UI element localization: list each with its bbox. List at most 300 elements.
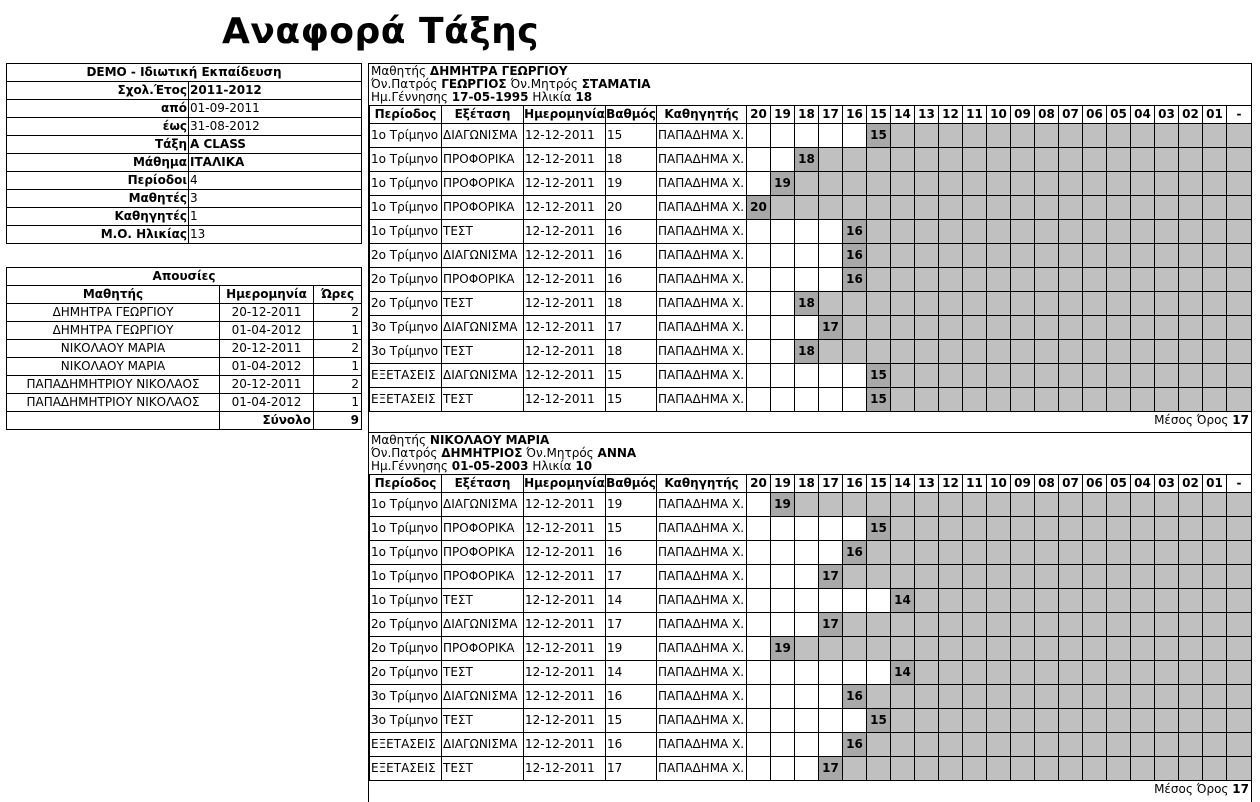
score-cell <box>819 517 843 541</box>
grade-period: 1ο Τρίμηνο <box>370 148 442 172</box>
score-cell-filled <box>963 244 987 268</box>
score-cell-filled <box>1179 661 1203 685</box>
absence-date: 20-12-2011 <box>220 304 314 322</box>
score-cell-filled <box>963 493 987 517</box>
score-cell <box>747 244 771 268</box>
score-cell-filled <box>1107 493 1131 517</box>
score-cell-filled <box>1203 685 1227 709</box>
score-cell-filled <box>867 316 891 340</box>
absence-row <box>7 322 362 340</box>
score-cell-filled <box>939 517 963 541</box>
grades-col-header: Εξέταση <box>442 106 524 124</box>
grade-value: 14 <box>606 589 657 613</box>
score-cell-filled <box>987 493 1011 517</box>
grade-date: 12-12-2011 <box>524 517 606 541</box>
score-cell-filled <box>1203 148 1227 172</box>
score-col-header: 20 <box>747 106 771 124</box>
score-cell <box>843 589 867 613</box>
score-cell-filled <box>939 124 963 148</box>
score-cell <box>843 661 867 685</box>
birth-date: 17-05-1995 <box>451 90 529 104</box>
score-cell-filled <box>1083 565 1107 589</box>
score-cell-filled <box>987 757 1011 781</box>
score-cell-filled <box>939 733 963 757</box>
score-col-header: 12 <box>939 475 963 493</box>
birth-label: Ημ.Γέννησης <box>371 90 448 104</box>
grade-exam: ΤΕΣΤ <box>442 388 524 412</box>
score-cell-filled <box>963 757 987 781</box>
info-value: 2011-2012 <box>189 82 362 100</box>
score-cell-filled <box>987 316 1011 340</box>
score-cell-filled <box>915 268 939 292</box>
score-cell <box>795 268 819 292</box>
score-cell <box>771 124 795 148</box>
score-cell <box>771 733 795 757</box>
score-cell-filled <box>1011 196 1035 220</box>
score-col-header: 17 <box>819 475 843 493</box>
score-cell-filled <box>1107 340 1131 364</box>
score-col-header: 04 <box>1131 106 1155 124</box>
score-cell <box>795 244 819 268</box>
grade-exam: ΤΕΣΤ <box>442 292 524 316</box>
grade-period: 1ο Τρίμηνο <box>370 517 442 541</box>
grade-exam: ΤΕΣΤ <box>442 589 524 613</box>
score-cell-filled <box>939 340 963 364</box>
grade-date: 12-12-2011 <box>524 340 606 364</box>
score-cell-filled <box>963 517 987 541</box>
absence-hours: 1 <box>314 394 362 412</box>
score-cell <box>771 661 795 685</box>
score-cell-filled <box>915 364 939 388</box>
absences-total-label: Σύνολο <box>220 412 314 430</box>
score-cell-filled <box>939 661 963 685</box>
score-cell-filled <box>891 541 915 565</box>
score-cell-filled <box>1179 613 1203 637</box>
score-cell-filled <box>1035 268 1059 292</box>
grade-value: 16 <box>606 244 657 268</box>
score-cell <box>771 148 795 172</box>
score-cell-filled <box>987 541 1011 565</box>
score-col-header: 09 <box>1011 475 1035 493</box>
score-cell-filled <box>1059 124 1083 148</box>
grade-row <box>370 340 1252 364</box>
score-cell-filled <box>939 196 963 220</box>
score-col-header: 07 <box>1059 106 1083 124</box>
score-cell-filled <box>1131 124 1155 148</box>
grade-marker: 14 <box>891 661 915 685</box>
score-cell-filled <box>1179 316 1203 340</box>
grade-teacher: ΠΑΠΑΔΗΜΑ Χ. <box>657 661 747 685</box>
grade-exam: ΔΙΑΓΩΝΙΣΜΑ <box>442 124 524 148</box>
score-cell-filled <box>1107 124 1131 148</box>
score-cell-filled <box>1155 244 1179 268</box>
absence-student: ΠΑΠΑΔΗΜΗΤΡΙΟΥ ΝΙΚΟΛΑΟΣ <box>7 376 220 394</box>
score-cell-filled <box>1203 493 1227 517</box>
score-cell-filled <box>915 244 939 268</box>
score-cell-filled <box>843 316 867 340</box>
score-cell <box>747 124 771 148</box>
score-cell-filled <box>939 316 963 340</box>
grade-row <box>370 637 1252 661</box>
score-cell-filled <box>1131 364 1155 388</box>
absence-student: ΠΑΠΑΔΗΜΗΤΡΙΟΥ ΝΙΚΟΛΑΟΣ <box>7 394 220 412</box>
score-cell-filled <box>915 493 939 517</box>
student-label: Μαθητής <box>371 433 427 447</box>
score-cell <box>819 364 843 388</box>
score-cell-filled <box>1011 124 1035 148</box>
info-label: έως <box>7 118 189 136</box>
info-label: από <box>7 100 189 118</box>
score-cell-filled <box>843 613 867 637</box>
score-col-header: 03 <box>1155 106 1179 124</box>
info-value: 13 <box>189 226 362 244</box>
score-cell-filled <box>915 292 939 316</box>
score-cell-filled <box>1155 541 1179 565</box>
score-cell-filled <box>963 268 987 292</box>
score-cell-filled <box>1203 124 1227 148</box>
info-label: Καθηγητές <box>7 208 189 226</box>
score-cell-filled <box>1011 340 1035 364</box>
average-label: Μέσος Όρος <box>1154 782 1229 796</box>
score-cell-filled <box>795 637 819 661</box>
grades-col-header: Καθηγητής <box>657 475 747 493</box>
class-info-row <box>7 82 362 100</box>
grade-row <box>370 196 1252 220</box>
score-cell-filled <box>1011 637 1035 661</box>
class-info-row <box>7 100 362 118</box>
score-cell-filled <box>1107 637 1131 661</box>
student-report-2 <box>368 432 1252 802</box>
score-cell <box>795 733 819 757</box>
score-cell-filled <box>1035 517 1059 541</box>
score-cell-filled <box>1203 268 1227 292</box>
grade-marker: 18 <box>795 340 819 364</box>
student-name: ΔΗΜΗΤΡΑ ΓΕΩΡΓΙΟΥ <box>429 64 568 78</box>
score-cell-filled <box>1083 661 1107 685</box>
score-cell-filled <box>1011 589 1035 613</box>
page-title: Αναφορά Τάξης <box>222 11 540 52</box>
score-col-header: 20 <box>747 475 771 493</box>
grade-value: 19 <box>606 172 657 196</box>
absence-student: ΝΙΚΟΛΑΟΥ ΜΑΡΙΑ <box>7 358 220 376</box>
score-cell-filled <box>819 172 843 196</box>
score-cell-filled <box>1227 220 1252 244</box>
mother-name: ΑΝΝΑ <box>597 446 637 460</box>
score-cell <box>795 316 819 340</box>
score-cell <box>771 244 795 268</box>
score-cell-filled <box>1203 316 1227 340</box>
score-cell-filled <box>987 517 1011 541</box>
score-col-header: 06 <box>1083 106 1107 124</box>
score-cell-filled <box>1179 172 1203 196</box>
score-col-header: 05 <box>1107 106 1131 124</box>
score-cell <box>795 709 819 733</box>
score-cell-filled <box>963 541 987 565</box>
grade-exam: ΠΡΟΦΟΡΙΚΑ <box>442 517 524 541</box>
score-cell-filled <box>963 613 987 637</box>
score-cell-filled <box>1059 340 1083 364</box>
absence-date: 01-04-2012 <box>220 322 314 340</box>
score-cell <box>747 709 771 733</box>
grade-teacher: ΠΑΠΑΔΗΜΑ Χ. <box>657 124 747 148</box>
grade-teacher: ΠΑΠΑΔΗΜΑ Χ. <box>657 541 747 565</box>
score-cell-filled <box>1203 340 1227 364</box>
score-cell-filled <box>1155 709 1179 733</box>
grades-col-header: Ημερομηνία <box>524 475 606 493</box>
score-col-header: 06 <box>1083 475 1107 493</box>
grade-value: 16 <box>606 268 657 292</box>
score-cell-filled <box>987 268 1011 292</box>
score-cell-filled <box>939 565 963 589</box>
grade-date: 12-12-2011 <box>524 709 606 733</box>
score-cell-filled <box>987 661 1011 685</box>
age-label: Ηλικία <box>532 90 572 104</box>
grade-marker: 19 <box>771 172 795 196</box>
score-cell-filled <box>891 172 915 196</box>
score-cell-filled <box>987 124 1011 148</box>
grade-date: 12-12-2011 <box>524 613 606 637</box>
grade-teacher: ΠΑΠΑΔΗΜΑ Χ. <box>657 340 747 364</box>
score-cell-filled <box>1179 244 1203 268</box>
score-cell-filled <box>1131 244 1155 268</box>
grade-row <box>370 148 1252 172</box>
grades-header-row <box>370 475 1252 493</box>
score-cell-filled <box>1203 541 1227 565</box>
score-cell <box>747 388 771 412</box>
grade-exam: ΤΕΣΤ <box>442 340 524 364</box>
score-cell-filled <box>1131 316 1155 340</box>
score-cell <box>867 589 891 613</box>
score-col-header: 01 <box>1203 106 1227 124</box>
score-cell-filled <box>1179 148 1203 172</box>
score-cell-filled <box>1203 709 1227 733</box>
score-cell-filled <box>1083 757 1107 781</box>
score-cell <box>819 388 843 412</box>
absence-student: ΔΗΜΗΤΡΑ ΓΕΩΡΓΙΟΥ <box>7 304 220 322</box>
score-cell-filled <box>843 148 867 172</box>
absence-row <box>7 394 362 412</box>
average-value: 17 <box>1232 413 1249 427</box>
score-cell-filled <box>963 292 987 316</box>
student-report-1 <box>368 63 1252 433</box>
score-cell-filled <box>1203 172 1227 196</box>
score-cell-filled <box>891 637 915 661</box>
score-cell <box>771 316 795 340</box>
score-cell-filled <box>795 493 819 517</box>
score-cell-filled <box>1059 196 1083 220</box>
score-cell-filled <box>963 661 987 685</box>
score-cell-filled <box>963 709 987 733</box>
score-cell-filled <box>1227 340 1252 364</box>
grade-value: 16 <box>606 541 657 565</box>
score-col-header: 08 <box>1035 475 1059 493</box>
score-cell-filled <box>867 268 891 292</box>
grade-marker: 19 <box>771 637 795 661</box>
score-cell-filled <box>1131 220 1155 244</box>
score-cell-filled <box>891 388 915 412</box>
grade-exam: ΠΡΟΦΟΡΙΚΑ <box>442 196 524 220</box>
absences-col-student: Μαθητής <box>7 286 220 304</box>
score-cell-filled <box>867 733 891 757</box>
father-name: ΔΗΜΗΤΡΙΟΣ <box>441 446 523 460</box>
grade-teacher: ΠΑΠΑΔΗΜΑ Χ. <box>657 685 747 709</box>
score-cell-filled <box>1203 565 1227 589</box>
score-col-header: 15 <box>867 475 891 493</box>
class-info-row <box>7 190 362 208</box>
absence-row <box>7 304 362 322</box>
score-col-header: 13 <box>915 475 939 493</box>
score-cell-filled <box>1011 268 1035 292</box>
score-cell-filled <box>1107 565 1131 589</box>
score-cell-filled <box>1011 148 1035 172</box>
score-cell-filled <box>1179 340 1203 364</box>
grade-row <box>370 316 1252 340</box>
mother-name: ΣΤΑΜΑΤΙΑ <box>581 77 651 91</box>
score-cell-filled <box>1179 124 1203 148</box>
class-info-header-row <box>7 64 362 82</box>
absence-row <box>7 340 362 358</box>
grade-exam: ΤΕΣΤ <box>442 661 524 685</box>
score-col-header: 07 <box>1059 475 1083 493</box>
score-cell-filled <box>1203 757 1227 781</box>
birth-date: 01-05-2003 <box>451 459 529 473</box>
score-cell-filled <box>1227 292 1252 316</box>
score-cell-filled <box>1035 757 1059 781</box>
score-cell-filled <box>1227 268 1252 292</box>
score-cell-filled <box>1011 172 1035 196</box>
score-cell-filled <box>1179 733 1203 757</box>
grade-value: 14 <box>606 661 657 685</box>
score-cell-filled <box>1107 709 1131 733</box>
absences-table <box>6 267 362 430</box>
score-cell-filled <box>1059 364 1083 388</box>
score-cell-filled <box>915 685 939 709</box>
grade-row <box>370 685 1252 709</box>
score-cell <box>771 292 795 316</box>
score-cell-filled <box>1131 637 1155 661</box>
score-cell-filled <box>1155 388 1179 412</box>
score-cell-filled <box>1059 613 1083 637</box>
grade-exam: ΠΡΟΦΟΡΙΚΑ <box>442 148 524 172</box>
grade-marker: 20 <box>747 196 771 220</box>
absences-title-row <box>7 268 362 286</box>
score-cell-filled <box>1227 517 1252 541</box>
score-cell-filled <box>891 340 915 364</box>
score-cell-filled <box>891 757 915 781</box>
class-info-row <box>7 208 362 226</box>
grade-exam: ΔΙΑΓΩΝΙΣΜΑ <box>442 733 524 757</box>
class-info-row <box>7 136 362 154</box>
score-cell-filled <box>1035 340 1059 364</box>
score-cell-filled <box>1059 493 1083 517</box>
score-cell-filled <box>1107 388 1131 412</box>
grade-exam: ΔΙΑΓΩΝΙΣΜΑ <box>442 685 524 709</box>
score-cell-filled <box>987 292 1011 316</box>
score-cell-filled <box>939 388 963 412</box>
score-cell-filled <box>1011 685 1035 709</box>
grade-marker: 19 <box>771 493 795 517</box>
score-cell-filled <box>1107 268 1131 292</box>
average-row <box>369 412 1251 428</box>
grade-marker: 15 <box>867 709 891 733</box>
grade-exam: ΤΕΣΤ <box>442 757 524 781</box>
score-cell-filled <box>915 541 939 565</box>
average-label: Μέσος Όρος <box>1154 413 1229 427</box>
grade-teacher: ΠΑΠΑΔΗΜΑ Χ. <box>657 589 747 613</box>
score-cell-filled <box>891 364 915 388</box>
score-col-header: - <box>1227 106 1252 124</box>
score-cell-filled <box>1155 124 1179 148</box>
grade-row <box>370 565 1252 589</box>
score-col-header: 18 <box>795 106 819 124</box>
grade-period: 2ο Τρίμηνο <box>370 661 442 685</box>
score-cell <box>747 637 771 661</box>
grade-teacher: ΠΑΠΑΔΗΜΑ Χ. <box>657 268 747 292</box>
grade-marker: 15 <box>867 124 891 148</box>
absence-date: 01-04-2012 <box>220 358 314 376</box>
score-cell-filled <box>963 388 987 412</box>
score-cell-filled <box>1155 148 1179 172</box>
score-cell-filled <box>1155 637 1179 661</box>
score-cell-filled <box>939 220 963 244</box>
score-cell <box>843 388 867 412</box>
grade-marker: 16 <box>843 244 867 268</box>
score-cell-filled <box>915 637 939 661</box>
score-cell-filled <box>1059 268 1083 292</box>
score-cell-filled <box>987 565 1011 589</box>
info-label: Μαθητές <box>7 190 189 208</box>
score-cell-filled <box>891 244 915 268</box>
score-cell <box>747 757 771 781</box>
mother-label: Όν.Μητρός <box>526 446 594 460</box>
score-cell-filled <box>1179 196 1203 220</box>
grade-exam: ΔΙΑΓΩΝΙΣΜΑ <box>442 493 524 517</box>
score-cell-filled <box>867 637 891 661</box>
absence-student: ΔΗΜΗΤΡΑ ΓΕΩΡΓΙΟΥ <box>7 322 220 340</box>
score-cell-filled <box>1155 316 1179 340</box>
score-cell-filled <box>1059 517 1083 541</box>
grades-head <box>370 475 1252 493</box>
score-cell <box>747 565 771 589</box>
grade-date: 12-12-2011 <box>524 733 606 757</box>
score-cell-filled <box>915 661 939 685</box>
score-cell-filled <box>1155 757 1179 781</box>
score-cell-filled <box>1035 388 1059 412</box>
score-col-header: 10 <box>987 475 1011 493</box>
grade-row <box>370 757 1252 781</box>
score-cell <box>819 541 843 565</box>
score-cell-filled <box>1035 196 1059 220</box>
grade-value: 15 <box>606 364 657 388</box>
grade-teacher: ΠΑΠΑΔΗΜΑ Χ. <box>657 196 747 220</box>
score-cell-filled <box>1035 148 1059 172</box>
grade-row <box>370 493 1252 517</box>
score-cell <box>843 709 867 733</box>
info-value: 1 <box>189 208 362 226</box>
grade-exam: ΤΕΣΤ <box>442 220 524 244</box>
grade-exam: ΠΡΟΦΟΡΙΚΑ <box>442 268 524 292</box>
score-cell-filled <box>1035 685 1059 709</box>
score-col-header: 15 <box>867 106 891 124</box>
score-cell-filled <box>963 196 987 220</box>
grades-header-row <box>370 106 1252 124</box>
score-cell-filled <box>867 685 891 709</box>
score-cell <box>819 589 843 613</box>
grade-date: 12-12-2011 <box>524 172 606 196</box>
grade-date: 12-12-2011 <box>524 148 606 172</box>
student-name: ΝΙΚΟΛΑΟΥ ΜΑΡΙΑ <box>429 433 550 447</box>
score-cell-filled <box>867 172 891 196</box>
